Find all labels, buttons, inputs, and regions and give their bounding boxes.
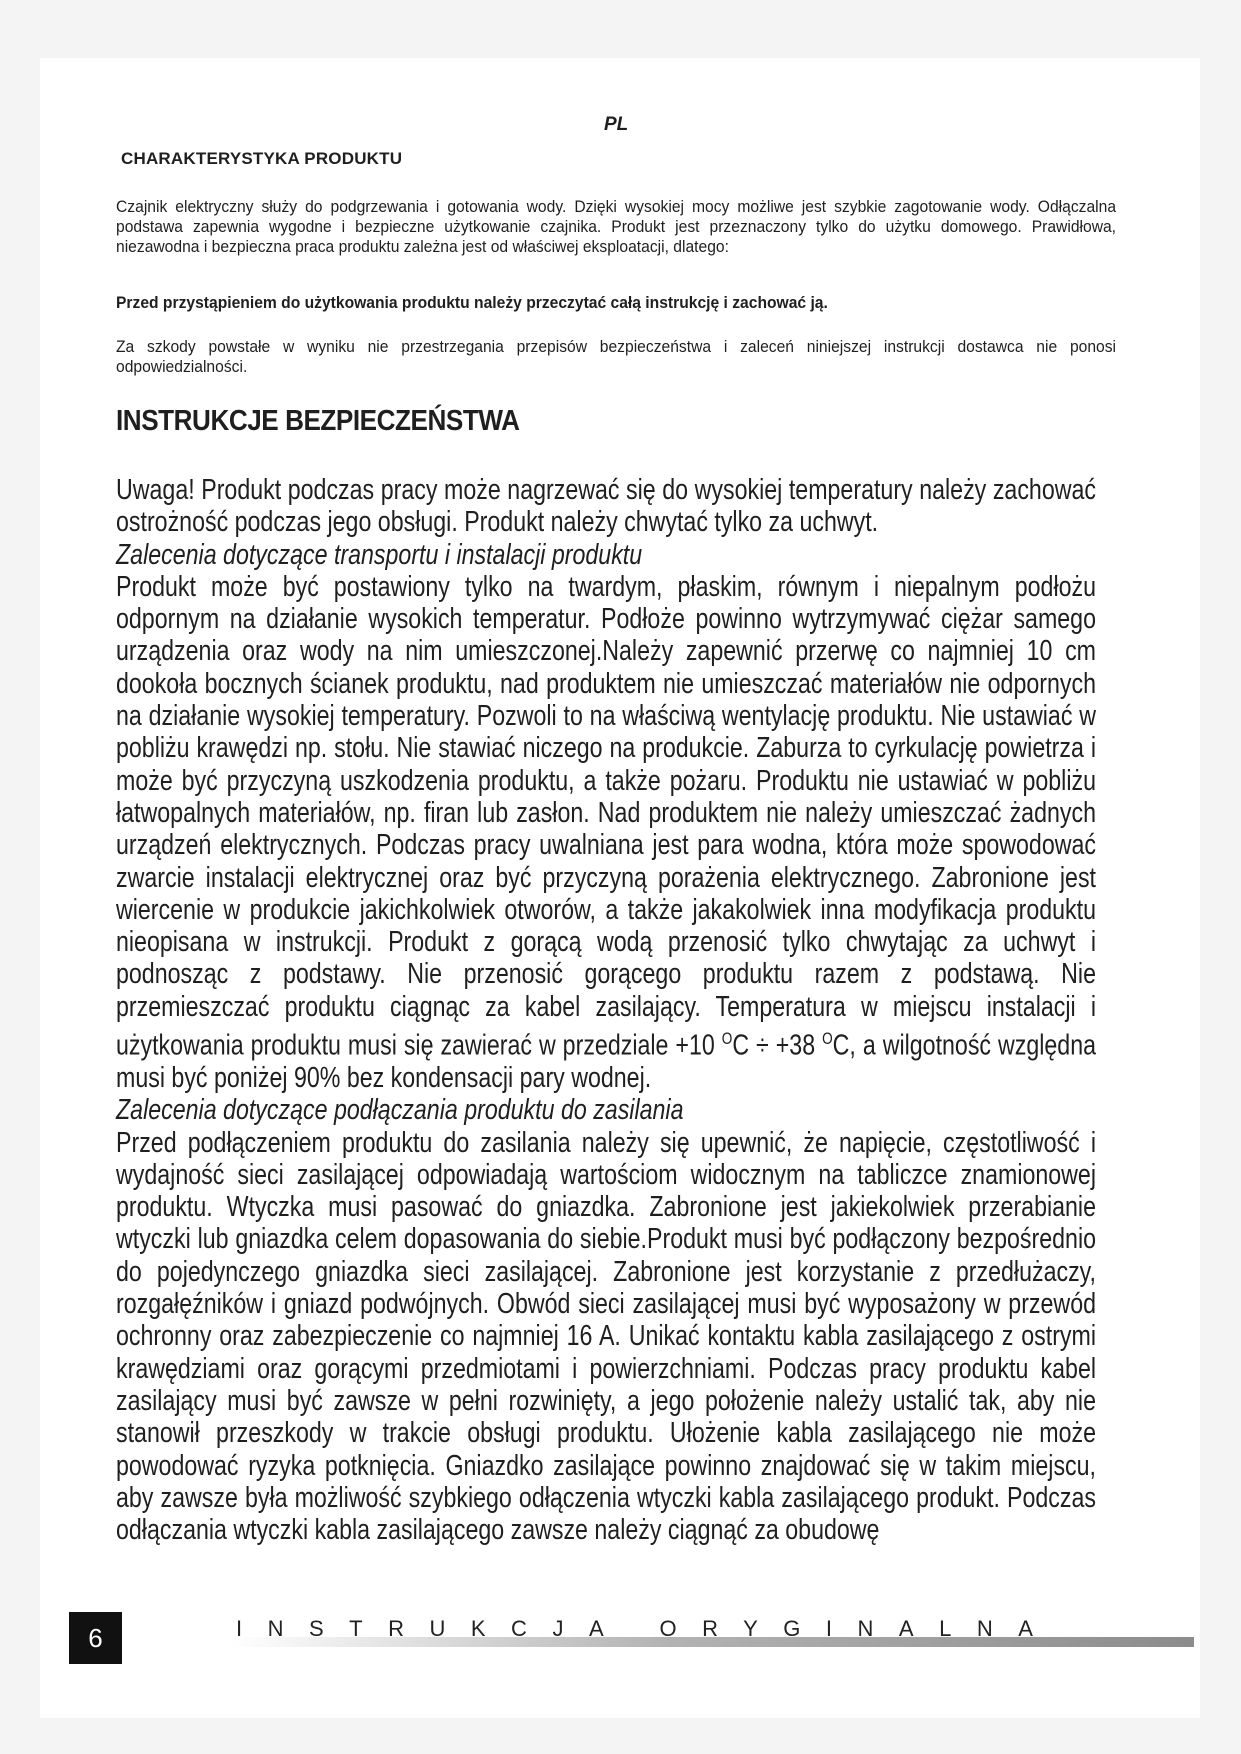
warning-paragraph: Uwaga! Produkt podczas pracy może nagrzewać się do wysokiej temperatury należy zachować ostrożność podczas jego obsługi. Produkt należy chwytać tylko za uchwyt. (116, 474, 1096, 539)
transport-text: Produkt może być postawiony tylko na twardym, płaskim, równym i niepalnym podłożu odpornym na działanie wysokich temperatur. Podłoże powinno wytrzymywać ciężar samego urządzenia oraz wody na nim umieszczonej.Należy zapewnić przerwę co najmniej 10 cm dookoła bocznych ścianek produktu, nad produktem nie umieszczać materiałów nie odpornych na działanie wysokiej temperatury. Pozwoli to na właściwą wentylację produktu. Nie ustawiać w pobliżu krawędzi np. stołu. Nie stawiać niczego na produkcie. Zaburza to cyrkulację powietrza i może być przyczyną uszkodzenia produktu, a także pożaru. Produktu nie ustawiać w pobliżu łatwopalnych materiałów, np. firan lub zasłon. Nad produktem nie należy umieszczać żadnych urządzeń elektrycznych. Podczas pracy uwalniana jest para wodna, która może spowodować zwarcie instalacji elektrycznej oraz być przyczyną porażenia elektrycznego. Zabronione jest wiercenie w produkcie jakichkolwiek otworów, a także jakakolwiek inna modyfikacja produktu nieopisana w instrukcji. Produkt z gorącą wodą przenosić tylko chwytając za uchwyt i podnosząc z podstawy. Nie przenosić gorącego produktu razem z podstawą. Nie przemieszczać produktu ciągnąc za kabel zasilający. Temperatura w miejscu instalacji i użytkowania produktu musi się zawierać w przedziale +10 (116, 570, 1096, 1062)
safety-body (116, 474, 1096, 1546)
degree-mark: O (822, 1029, 833, 1049)
transport-paragraph (116, 571, 1096, 1094)
temp-range-text: C ÷ +38 (732, 1029, 823, 1062)
degree-mark: O (721, 1029, 733, 1049)
language-code: PL (604, 114, 629, 135)
power-subheading: Zalecenia dotyczące podłączania produktu do zasilania (116, 1094, 684, 1127)
power-paragraph: Przed podłączeniem produktu do zasilania należy się upewnić, że napięcie, częstotliwość i wydajność sieci zasilającej odpowiadają wartościom widocznym na tabliczce znamionowej produktu. Wtyczka musi pasować do gniazdka. Zabronione jest jakiekolwiek przerabianie wtyczki lub gniazdka celem dopasowania do siebie.Produkt musi być podłączony bezpośrednio do pojedynczego gniazdka sieci zasilającej. Zabronione jest korzystanie z przedłużaczy, rozgałęźników i gniazd podwójnych. Obwód sieci zasilającej musi być wyposażony w przewód ochronny oraz zabezpieczenie co najmniej 16 A. Unikać kontaktu kabla zasilającego z ostrymi krawędziami oraz gorącymi przedmiotami i powierzchniami. Podczas pracy produktu kabel zasilający musi być zawsze w pełni rozwinięty, a jego położenie należy ustalić tak, aby nie stanowił przeszkody w trakcie obsługi produktu. Ułożenie kabla zasilającego nie może powodować ryzyka potknięcia. Gniazdko zasilające powinno znajdować się w takim miejscu, aby zawsze była możliwość szybkiego odłączenia wtyczki kabla zasilającego produkt. Podczas odłączania wtyczki kabla zasilającego zawsze należy ciągnąć za obudowę (116, 1126, 1096, 1547)
humidity-text: C, a wilgotność względna musi być poniżej 90% bez kondensacji pary wodnej. (116, 1029, 1097, 1094)
footer-caption: INSTRUKCJA ORYGINALNA (236, 1616, 1059, 1641)
safety-heading: INSTRUKCJE BEZPIECZEŃSTWA (116, 405, 520, 437)
section-title: CHARAKTERYSTYKA PRODUKTU (121, 149, 403, 168)
intro-paragraph: Czajnik elektryczny służy do podgrzewania i gotowania wody. Dzięki wysokiej mocy możliwe jest szybkie zagotowanie wody. Odłączalna podstawa zapewnia wygodne i bezpieczne użytkowanie czajnika. Produkt jest przeznaczony tylko do użytku domowego. Prawidłowa, niezawodna i bezpieczna praca produktu zależna jest od właściwej eksploatacji, dlatego: (116, 197, 1117, 256)
liability-paragraph: Za szkody powstałe w wyniku nie przestrzegania przepisów bezpieczeństwa i zaleceń niniejszej instrukcji dostawca nie ponosi odpowiedzialności. (116, 337, 1117, 376)
page-number: 6 (69, 1612, 122, 1664)
transport-subheading: Zalecenia dotyczące transportu i instalacji produktu (116, 538, 643, 571)
intro-notice-bold: Przed przystąpieniem do użytkowania produktu należy przeczytać całą instrukcję i zachować ją. (116, 293, 828, 312)
